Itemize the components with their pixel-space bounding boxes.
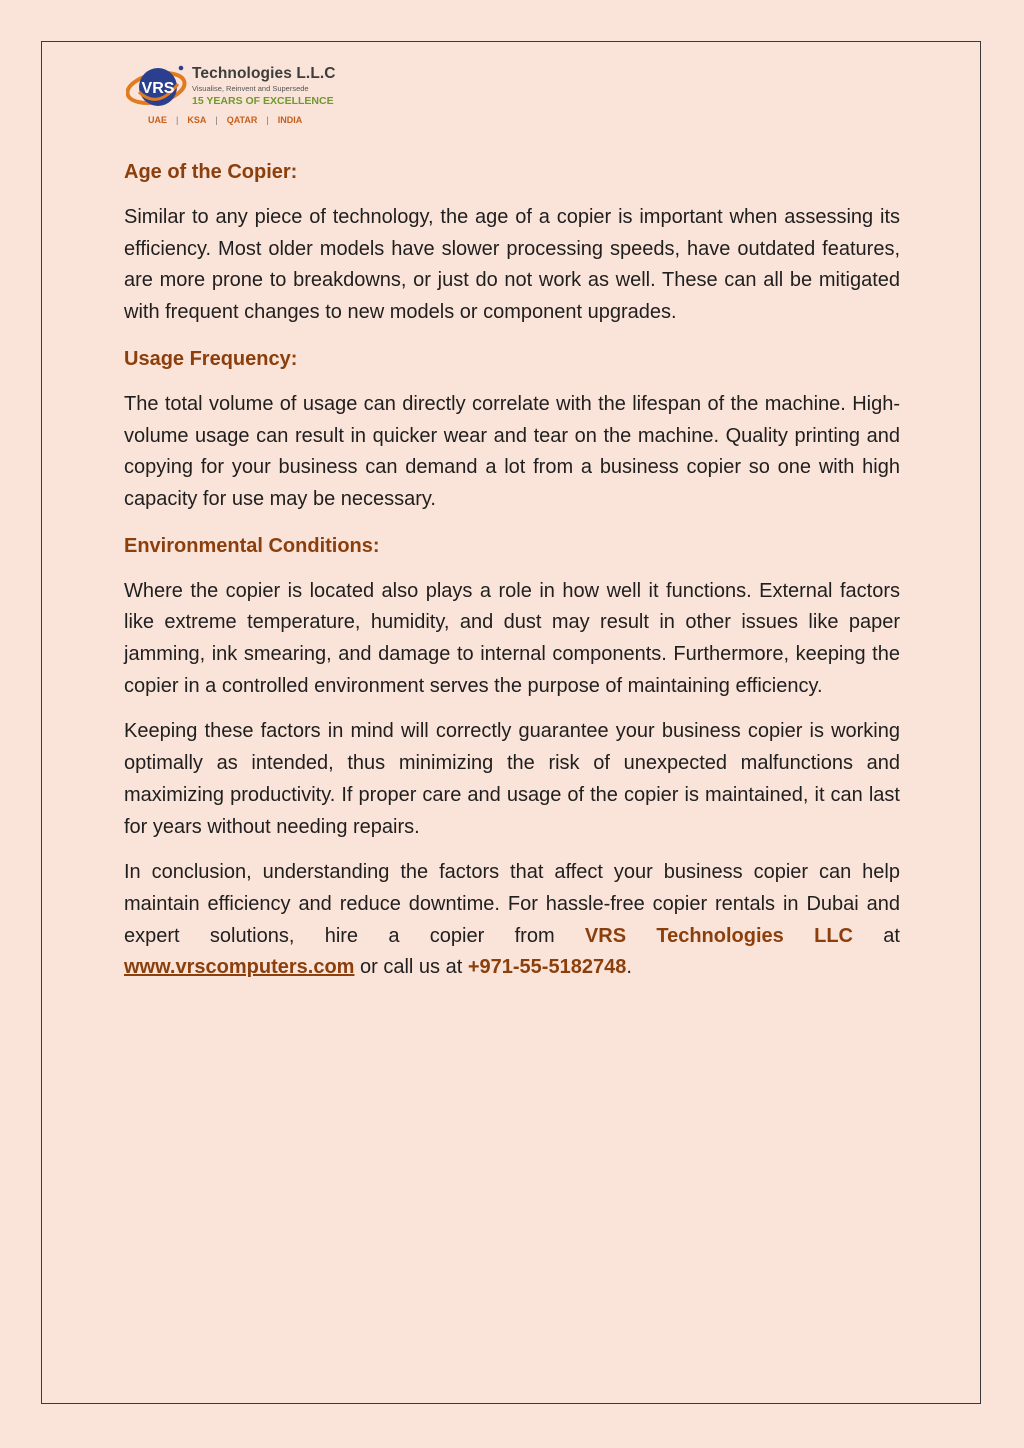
heading-environmental-conditions: Environmental Conditions: bbox=[124, 534, 380, 557]
region-india: INDIA bbox=[277, 115, 303, 125]
logo-tagline: Visualise, Reinvent and Supersede bbox=[192, 84, 309, 93]
conclusion-at: at bbox=[852, 924, 900, 947]
region-separator: | bbox=[215, 115, 218, 125]
logo-mark-text: VRS bbox=[141, 80, 175, 97]
logo-years-badge: 15 YEARS OF EXCELLENCE bbox=[192, 95, 334, 107]
logo-text-block bbox=[192, 65, 336, 107]
region-uae: UAE bbox=[148, 115, 168, 125]
conclusion-end: . bbox=[626, 956, 632, 979]
website-link[interactable]: www.vrscomputers.com bbox=[124, 956, 355, 979]
region-ksa: KSA bbox=[187, 115, 207, 125]
vrs-logo-icon bbox=[126, 62, 190, 114]
paragraph-age-of-copier: Similar to any piece of technology, the age of a copier is important when assessing its efficiency. Most older models have slower processing speeds, have outdated features, are more prone to breakdowns, or just do not work as well. These can all be mitigated with frequent changes to new models or component upgrades. bbox=[124, 206, 900, 324]
heading-age-of-copier: Age of the Copier: bbox=[124, 161, 298, 183]
company-logo bbox=[126, 60, 356, 132]
conclusion-call: or call us at bbox=[354, 956, 468, 979]
paragraph-environmental-conditions: Where the copier is located also plays a role in how well it functions. External factors like extreme temperature, humidity, and dust may result in other issues like paper jamming, ink smearing, and damage to internal components. Furthermore, keeping the copier in a controlled environment serves the purpose of maintaining efficiency. bbox=[124, 579, 900, 697]
paragraph-usage-frequency: The total volume of usage can directly correlate with the lifespan of the machine. High-volume usage can result in quicker wear and tear on the machine. Quality printing and copying for your business can demand a lot from a business copier so one with high capacity for use may be necessary. bbox=[124, 392, 900, 510]
conclusion-text: In conclusion, understanding the factors that affect your business copier can help maintain efficiency and reduce downtime. For hassle-free copier rentals in Dubai and expert solutions, hire a copier from bbox=[124, 861, 900, 947]
region-qatar: QATAR bbox=[226, 115, 258, 125]
logo-company-name: Technologies L.L.C bbox=[192, 65, 336, 82]
company-name-highlight: VRS Technologies LLC bbox=[584, 924, 853, 947]
region-separator: | bbox=[266, 115, 269, 125]
region-separator: | bbox=[176, 115, 179, 125]
logo-regions bbox=[148, 115, 302, 125]
article-body bbox=[124, 156, 900, 998]
paragraph-keeping-factors: Keeping these factors in mind will correctly guarantee your business copier is working optimally as intended, thus minimizing the risk of unexpected malfunctions and maximizing productivity. If proper care and usage of the copier is maintained, it can last for years without needing repairs. bbox=[124, 720, 900, 838]
paragraph-conclusion bbox=[124, 857, 900, 984]
heading-usage-frequency: Usage Frequency: bbox=[124, 347, 298, 370]
phone-number: +971-55-5182748 bbox=[467, 956, 627, 979]
